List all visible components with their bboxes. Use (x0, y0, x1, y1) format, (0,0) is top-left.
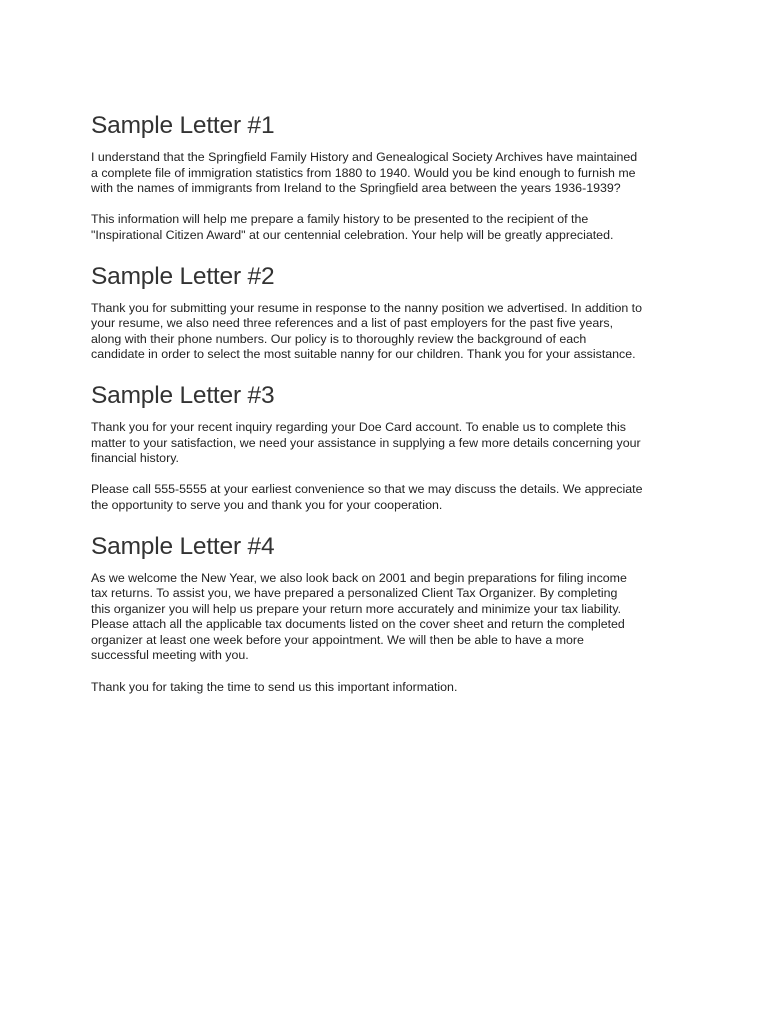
paragraph-line: Please attach all the applicable tax documents listed on the cover sheet and return the completed (91, 617, 625, 632)
paragraph-line: successful meeting with you. (91, 648, 249, 663)
letter-title: Sample Letter #4 (91, 532, 275, 560)
paragraph-line: your resume, we also need three references and a list of past employers for the past five years, (91, 316, 614, 331)
paragraph-line: tax returns. To assist you, we have prepared a personalized Client Tax Organizer. By completing (91, 586, 618, 601)
paragraph-line: matter to your satisfaction, we need your assistance in supplying a few more details concerning your (91, 435, 641, 450)
sample-letter-1 (91, 111, 691, 244)
paragraph-line: I understand that the Springfield Family History and Genealogical Society Archives have maintained (91, 150, 638, 164)
paragraph-line: "Inspirational Citizen Award" at our centennial celebration. Your help will be greatly appreciated. (91, 227, 614, 242)
letter-paragraph (91, 301, 691, 363)
paragraph-line: a complete file of immigration statistics from 1880 to 1940. Would you be kind enough to furnish me (91, 165, 636, 180)
paragraph-line: organizer at least one week before your appointment. We will then be able to have a more (91, 632, 584, 647)
paragraph-line: This information will help me prepare a family history to be presented to the recipient of the (91, 212, 589, 227)
paragraph-line: candidate in order to select the most suitable nanny for our children. Thank you for your assistance. (91, 347, 636, 362)
letter-paragraph (91, 150, 691, 197)
document-page (91, 111, 691, 713)
paragraph-line: financial history. (91, 451, 179, 466)
paragraph-line: Thank you for taking the time to send us this important information. (91, 679, 458, 694)
letter-paragraph (91, 420, 691, 467)
letter-paragraph (91, 212, 691, 243)
paragraph-line: As we welcome the New Year, we also look back on 2001 and begin preparations for filing income (91, 570, 627, 585)
paragraph-line: along with their phone numbers. Our policy is to thoroughly review the background of each (91, 331, 587, 346)
paragraph-line: with the names of immigrants from Ireland to the Springfield area between the years 1936-1939? (91, 181, 621, 196)
paragraph-line: this organizer you will help us prepare your return more accurately and minimize your tax liability. (91, 601, 622, 616)
sample-letter-3 (91, 381, 691, 514)
paragraph-line: Thank you for your recent inquiry regarding your Doe Card account. To enable us to complete this (91, 419, 626, 434)
letter-title: Sample Letter #3 (91, 381, 275, 409)
letter-paragraph (91, 482, 691, 513)
sample-letter-4 (91, 532, 691, 696)
letter-paragraph (91, 680, 691, 696)
paragraph-line: Thank you for submitting your resume in response to the nanny position we advertised. In addition to (91, 300, 643, 315)
paragraph-line: the opportunity to serve you and thank you for your cooperation. (91, 497, 443, 512)
letter-title: Sample Letter #1 (91, 112, 275, 139)
sample-letter-2 (91, 262, 691, 363)
letter-title: Sample Letter #2 (91, 262, 275, 290)
letter-paragraph (91, 571, 691, 665)
paragraph-line: Please call 555-5555 at your earliest convenience so that we may discuss the details. We appreciate (91, 482, 643, 497)
